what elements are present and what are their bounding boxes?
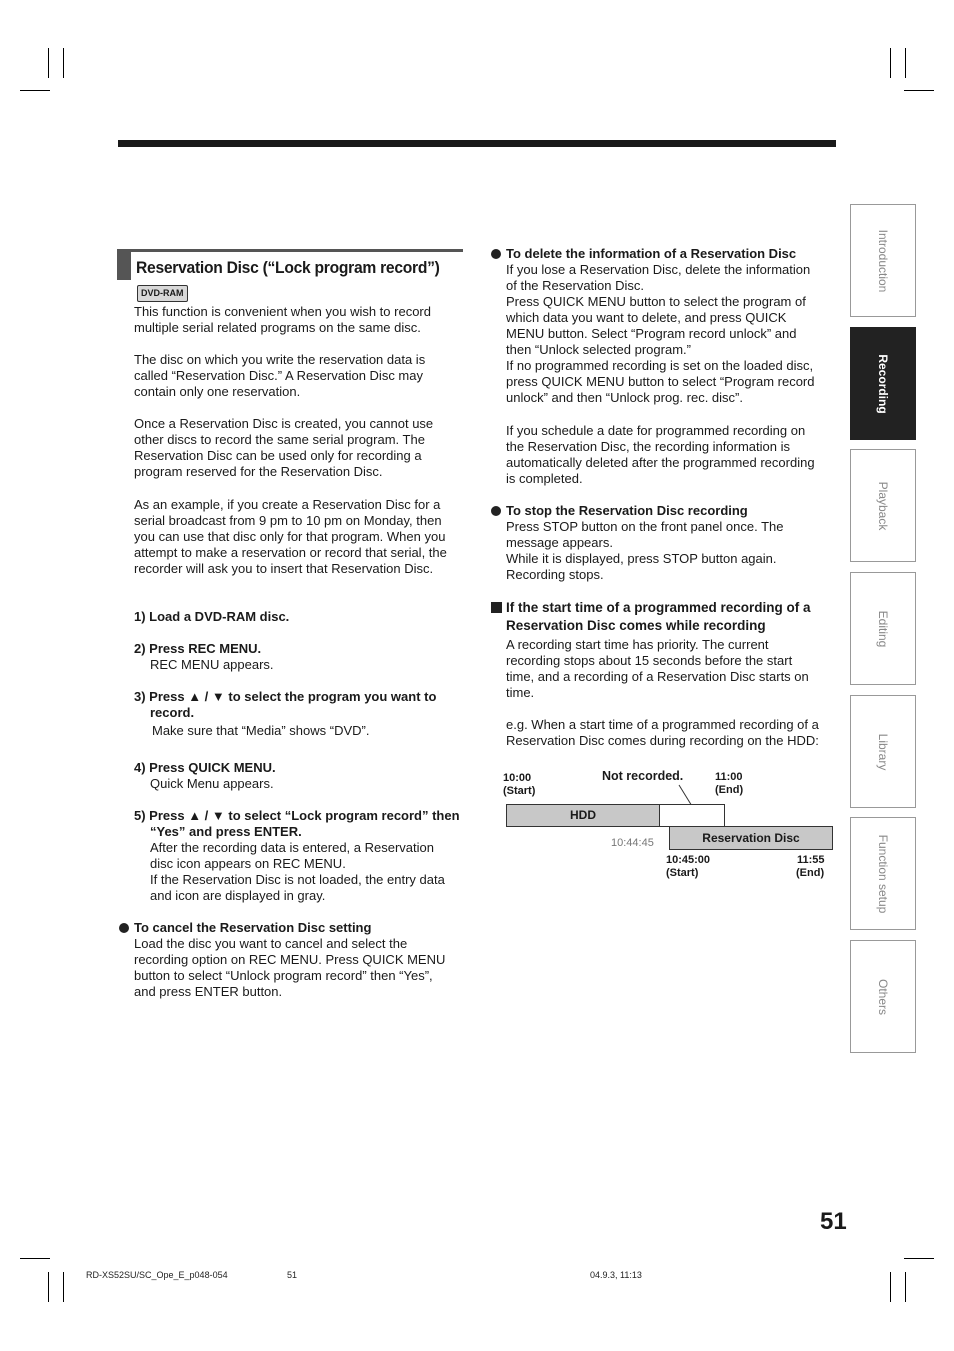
tab-editing[interactable] <box>850 572 916 685</box>
tab-label: Recording <box>876 353 890 414</box>
tab-introduction[interactable] <box>850 204 916 317</box>
tab-label: Introduction <box>876 229 890 292</box>
text-line: Load the disc you want to cancel and select the <box>134 936 408 951</box>
text-line: recording stops about 15 seconds before the start <box>506 653 793 668</box>
footer-file: RD-XS52SU/SC_Ope_E_p048-054 <box>86 1270 228 1280</box>
stop-time: 10:44:45 <box>611 837 654 849</box>
intro-paragraph-1 <box>134 304 431 336</box>
text-line: Press STOP button on the front panel once. The <box>506 519 784 534</box>
text-line: e.g. When a start time of a programmed recording of a <box>506 717 819 732</box>
stop-heading: To stop the Reservation Disc recording <box>506 503 748 518</box>
text-line: If you lose a Reservation Disc, delete the information <box>506 262 811 277</box>
tab-library[interactable] <box>850 695 916 808</box>
text-line: As an example, if you create a Reservation Disc for a <box>134 497 441 512</box>
step-2: 2) Press REC MENU. <box>134 641 262 656</box>
step-4: 4) Press QUICK MENU. <box>134 760 276 775</box>
not-recorded-label: Not recorded. <box>602 769 684 783</box>
reservation-bar <box>669 826 833 850</box>
step-5-cont: “Yes” and press ENTER. <box>150 824 302 839</box>
text-line: Press QUICK MENU button to select the program of <box>506 294 806 309</box>
dvd-ram-badge: DVD-RAM <box>137 285 188 302</box>
res-end-label: (End) <box>796 867 825 879</box>
priority-heading <box>506 599 811 635</box>
intro-paragraph-3 <box>134 416 433 480</box>
text-line: press QUICK MENU button to select “Program record <box>506 374 815 389</box>
text-line: called “Reservation Disc.” A Reservation Disc may <box>134 368 423 383</box>
text-line: other discs to record the same serial program. The <box>134 432 425 447</box>
crop-mark <box>48 1272 49 1302</box>
cancel-heading: To cancel the Reservation Disc setting <box>134 920 372 935</box>
text-line: unlock” and then “Unlock prog. rec. disc”. <box>506 390 743 405</box>
tab-label: Others <box>876 978 890 1015</box>
crop-mark <box>890 48 891 78</box>
section-title: Reservation Disc (“Lock program record”) <box>136 258 440 277</box>
text-line: program reserved for the Reservation Disc. <box>134 464 383 479</box>
priority-text <box>506 637 809 701</box>
text-line: and icon are displayed in gray. <box>150 888 326 903</box>
step-1: 1) Load a DVD-RAM disc. <box>134 609 290 624</box>
hdd-end-label: (End) <box>715 784 744 796</box>
delete-heading: To delete the information of a Reservation Disc <box>506 246 797 261</box>
text-line: automatically deleted after the programmed recording <box>506 455 815 470</box>
footer-page: 51 <box>287 1270 298 1280</box>
tab-label: Playback <box>876 481 890 530</box>
text-line: A recording start time has priority. The current <box>506 637 769 652</box>
crop-mark <box>905 1272 906 1302</box>
crop-mark <box>905 48 906 78</box>
bullet-icon <box>491 506 501 516</box>
step-3: 3) Press ▲ / ▼ to select the program you want to <box>134 689 437 704</box>
res-start-time: 10:45:00 <box>666 854 711 866</box>
text-line: time. <box>506 685 535 700</box>
text-line: If the Reservation Disc is not loaded, the entry data <box>150 872 445 887</box>
tab-playback[interactable] <box>850 449 916 562</box>
step-2-desc: REC MENU appears. <box>150 657 274 672</box>
hdd-bar-label: HDD <box>570 808 596 822</box>
text-line: Once a Reservation Disc is created, you cannot use <box>134 416 434 431</box>
text-line: This function is convenient when you wish to record <box>134 304 431 319</box>
text-line: Reservation Disc comes during recording on the HDD: <box>506 733 819 748</box>
header-rule <box>118 140 836 147</box>
crop-mark <box>890 1272 891 1302</box>
crop-mark <box>63 48 64 78</box>
intro-paragraph-4 <box>134 497 447 577</box>
tab-recording[interactable] <box>850 327 916 440</box>
section-heading <box>117 249 463 280</box>
tab-label: Editing <box>876 610 890 647</box>
text-line: then “Unlock selected program.” <box>506 342 691 357</box>
text-line: button to select “Unlock program record” then “Yes”, <box>134 968 433 983</box>
step-3-desc: Make sure that “Media” shows “DVD”. <box>152 723 370 738</box>
crop-mark <box>20 90 50 91</box>
hdd-start-label: (Start) <box>503 785 536 797</box>
reservation-bar-label: Reservation Disc <box>702 831 800 845</box>
intro-paragraph-2 <box>134 352 425 400</box>
text-line: you can use that disc only for that program. When you <box>134 529 446 544</box>
section-heading-marker <box>117 252 131 280</box>
delete-text-2 <box>506 423 815 487</box>
step-4-desc: Quick Menu appears. <box>150 776 274 791</box>
tab-others[interactable] <box>850 940 916 1053</box>
text-line: is completed. <box>506 471 583 486</box>
tab-function-setup[interactable] <box>850 817 916 930</box>
step-3-cont: record. <box>150 705 195 720</box>
crop-mark <box>48 48 49 78</box>
text-line: recording option on REC MENU. Press QUICK MENU <box>134 952 446 967</box>
text-line: MENU button. Select “Program record unlock” and <box>506 326 797 341</box>
bullet-icon <box>491 249 501 259</box>
priority-example <box>506 717 819 749</box>
tab-label: Library <box>876 733 890 770</box>
text-line: message appears. <box>506 535 613 550</box>
cancel-text <box>134 936 445 1000</box>
bullet-icon <box>119 923 129 933</box>
text-line: attempt to make a reservation or record that serial, the <box>134 545 447 560</box>
not-recorded-segment <box>659 804 725 827</box>
text-line: of the Reservation Disc. <box>506 278 645 293</box>
text-line: If you schedule a date for programmed recording on <box>506 423 806 438</box>
res-end-time: 11:55 <box>797 854 825 866</box>
text-line: and press ENTER button. <box>134 984 283 999</box>
crop-mark <box>904 1258 934 1259</box>
text-line: disc icon appears on REC MENU. <box>150 856 346 871</box>
res-start-label: (Start) <box>666 867 699 879</box>
stop-text <box>506 519 784 583</box>
page-number: 51 <box>820 1208 847 1235</box>
hdd-start-time: 10:00 <box>503 772 532 784</box>
text-line: serial broadcast from 9 pm to 10 pm on Monday, then <box>134 513 442 528</box>
hdd-end-time: 11:00 <box>715 771 743 783</box>
step-5: 5) Press ▲ / ▼ to select “Lock program record” then <box>134 808 460 823</box>
text-line: Reservation Disc can be used only for recording a <box>134 448 422 463</box>
crop-mark <box>63 1272 64 1302</box>
text-line: If no programmed recording is set on the loaded disc, <box>506 358 814 373</box>
crop-mark <box>904 90 934 91</box>
text-line: recorder will ask you to insert that Reservation Disc. <box>134 561 434 576</box>
footer-date: 04.9.3, 11:13 <box>590 1270 642 1280</box>
text-line: After the recording data is entered, a Reservation <box>150 840 434 855</box>
text-line: the Reservation Disc, the recording information is <box>506 439 790 454</box>
crop-mark <box>20 1258 50 1259</box>
text-line: time, and a recording of a Reservation Disc starts on <box>506 669 809 684</box>
text-line: While it is displayed, press STOP button again. <box>506 551 777 566</box>
text-line: If the start time of a programmed recording of a <box>506 600 811 615</box>
square-bullet-icon <box>491 602 502 613</box>
delete-text <box>506 262 815 406</box>
text-line: The disc on which you write the reservation data is <box>134 352 426 367</box>
text-line: Recording stops. <box>506 567 604 582</box>
step-5-desc <box>150 840 445 904</box>
text-line: which data you want to delete, and press QUICK <box>506 310 787 325</box>
tab-label: Function setup <box>876 834 890 913</box>
text-line: multiple serial related programs on the same disc. <box>134 320 421 335</box>
text-line: Reservation Disc comes while recording <box>506 618 766 633</box>
text-line: contain only one reservation. <box>134 384 301 399</box>
hdd-bar <box>506 804 660 827</box>
